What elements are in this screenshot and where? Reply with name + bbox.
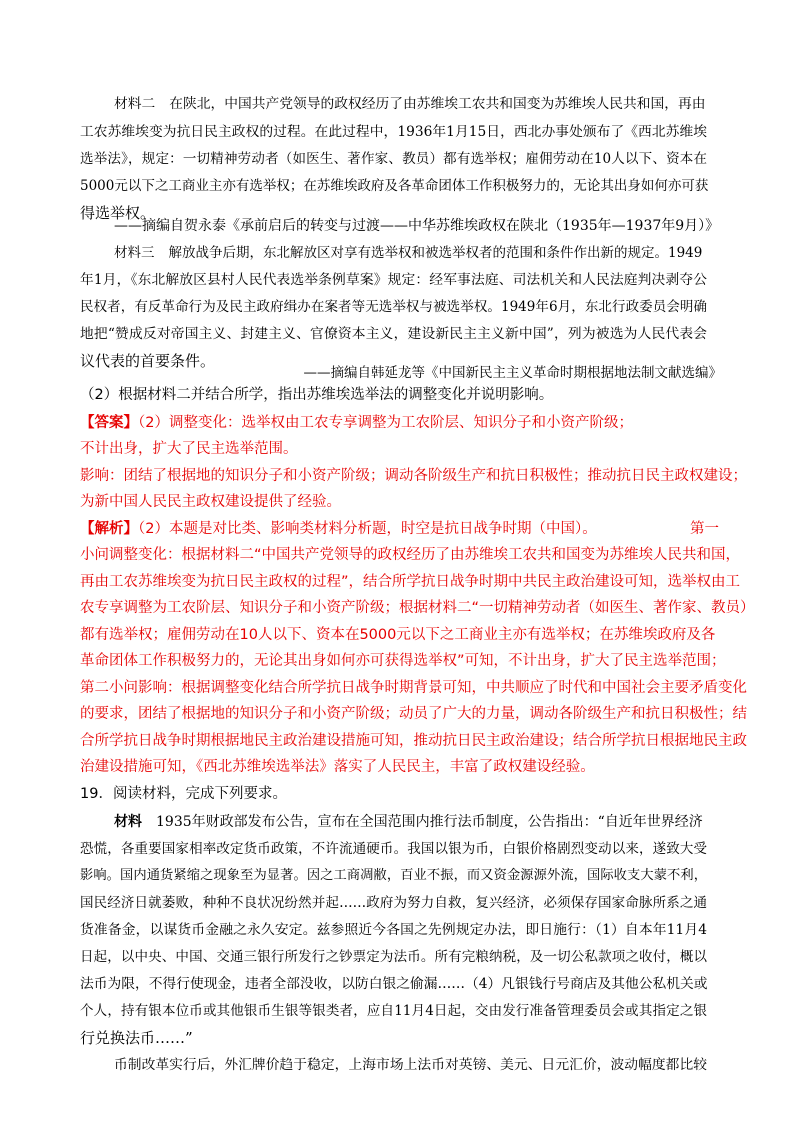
material3-line: 地把“赞成反对帝国主义、封建主义、官僚资本主义，建设新民主主义新中国”，列为被选为人民代表会 (80, 326, 707, 342)
material19-line: 个人，持有银本位币或其他银币生银等银类者，应自11月4日起，交由发行准备管理委员会或其指定之银 (80, 1003, 707, 1019)
material3-label: 材料三 (114, 245, 155, 261)
answer-line: 影响：团结了根据地的知识分子和小资产阶级；调动各阶级生产和抗日积极性；推动抗日民主政权建设； (80, 468, 747, 484)
material2-line: 得选举权。 (80, 204, 156, 222)
analysis-line: 第二小问影响：根据调整变化结合所学抗日战争时期背景可知，中共顺应了时代和中国社会主要矛盾变化 (80, 680, 747, 696)
material19-line: 国民经济日就萎败，种种不良状况纷然并起……政府为努力自救，复兴经济，必须保存国家命脉所系之通 (80, 895, 707, 911)
question-text: （2）根据材料二并结合所学，指出苏维埃选举法的调整变化并说明影响。 (80, 387, 554, 403)
material2-line: 5000元以下之工商业主亦有选举权；在苏维埃政府及各革命团体工作积极努力的，无论其出身如何亦可获 (80, 178, 709, 194)
analysis-line: 合所学抗日战争时期根据地民主政治建设措施可知，推动抗日民主政治建设；结合所学抗日根据地民主政 (80, 733, 747, 749)
analysis-line: 农专享调整为工农阶层、知识分子和小资产阶级；根据材料二“一切精神劳动者（如医生、著作家、教员） (80, 600, 755, 616)
analysis-line: 小问调整变化：根据材料二“中国共产党领导的政权经历了由苏维埃工农共和国变为苏维埃人民共和国， (80, 547, 741, 563)
material2-line: 材料二 在陕北，中国共产党领导的政权经历了由苏维埃工农共和国变为苏维埃人民共和国，再由 (114, 96, 706, 112)
answer-line: 为新中国人民民主政权建设提供了经验。 (80, 494, 341, 510)
answer-line: 不计出身，扩大了民主选举范围。 (80, 441, 298, 457)
material2-line: 选举法》，规定：一切精神劳动者（如医生、著作家、教员）都有选举权；雇佣劳动在10人以下、资本在 (80, 151, 707, 167)
analysis-line: 再由工农苏维埃变为抗日民主政权的过程”，结合所学抗日战争时期中共民主政治建设可知，选举权由工 (80, 574, 741, 590)
analysis-line: 治建设措施可知，《西北苏维埃选举法》落实了人民民主，丰富了政权建设经验。 (80, 759, 595, 775)
material19-line: 币制改革实行后，外汇牌价趋于稳定，上海市场上法币对英镑、美元、日元汇价，波动幅度都比较 (114, 1057, 707, 1073)
material3-line: 民权者，有反革命行为及民主政府缉办在案者等无选举权与被选举权。1949年6月，东北行政委员会明确 (80, 299, 707, 315)
material19-line: 影响。国内通货紧缩之现象至为显著。因之工商凋敝，百业不振，而又资金源源外流，国际收支大蒙不利， (80, 868, 707, 883)
material3-line: 议代表的首要条件。 (80, 352, 216, 370)
analysis-line: 革命团体工作积极努力的，无论其出身如何亦可获得选举权”可知，不计出身，扩大了民主选举范围； (80, 653, 726, 669)
analysis-tag: 【解析】 (80, 521, 138, 537)
analysis-line: 【解析】（2）本题是对比类、影响类材料分析题，时空是抗日战争时期（中国）。 (80, 521, 597, 537)
material19-label: 材料 (114, 814, 142, 830)
material19-line: 材料 1935年财政部发布公告，宣布在全国范围内推行法币制度，公告指出：“自近年世界经济 (114, 814, 703, 830)
material19-line: 货准备金，以谋货币金融之永久安定。兹参照近今各国之先例规定办法，即日施行：（1）自本年11月4 (80, 922, 707, 938)
material3-source: ——摘编自韩延龙等《中国新民主主义革命时期根据地法制文献选编》 (303, 365, 722, 381)
material19-line: 行兑换法币……” (80, 1029, 193, 1047)
question-19-title: 19．阅读材料，完成下列要求。 (80, 786, 287, 802)
material3-line: 年1月，《东北解放区县村人民代表选举条例草案》规定：经军事法庭、司法机关和人民法庭判决剥夺公 (80, 272, 707, 288)
analysis-line: 第一 (690, 521, 719, 537)
analysis-line: 都有选举权；雇佣劳动在10人以下、资本在5000元以下之工商业主亦有选举权；在苏维埃政府及各 (80, 627, 716, 643)
analysis-line: 的要求，团结了根据地的知识分子和小资产阶级；动员了广大的力量，调动各阶级生产和抗日积极性；结 (80, 706, 747, 722)
material19-line: 恐慌，各重要国家相率改定货币政策，不许流通硬币。我国以银为币，白银价格剧烈变动以来，遂致大受 (80, 841, 707, 857)
material3-line: 材料三 解放战争后期，东北解放区对享有选举权和被选举权者的范围和条件作出新的规定。1949 (114, 245, 703, 261)
material19-line: 法币为限，不得行使现金，违者全部没收，以防白银之偷漏……（4）凡银钱行号商店及其他公私机关或 (80, 976, 708, 992)
material2-line: 工农苏维埃变为抗日民主政权的过程。在此过程中，1936年1月15日，西北办事处颁布了《西北苏维埃 (80, 124, 707, 140)
material2-label: 材料二 (114, 96, 156, 112)
answer-tag: 【答案】 (80, 415, 138, 431)
material19-line: 日起，以中央、中国、交通三银行所发行之钞票定为法币。所有完粮纳税，及一切公私款项之收付，概以 (80, 949, 707, 965)
material2-source: ——摘编自贺永泰《承前启后的转变与过渡——中华苏维埃政权在陕北（1935年—1937年9月）》 (114, 218, 720, 234)
answer-line: 【答案】（2）调整变化：选举权由工农专享调整为工农阶层、知识分子和小资产阶级； (80, 415, 633, 431)
